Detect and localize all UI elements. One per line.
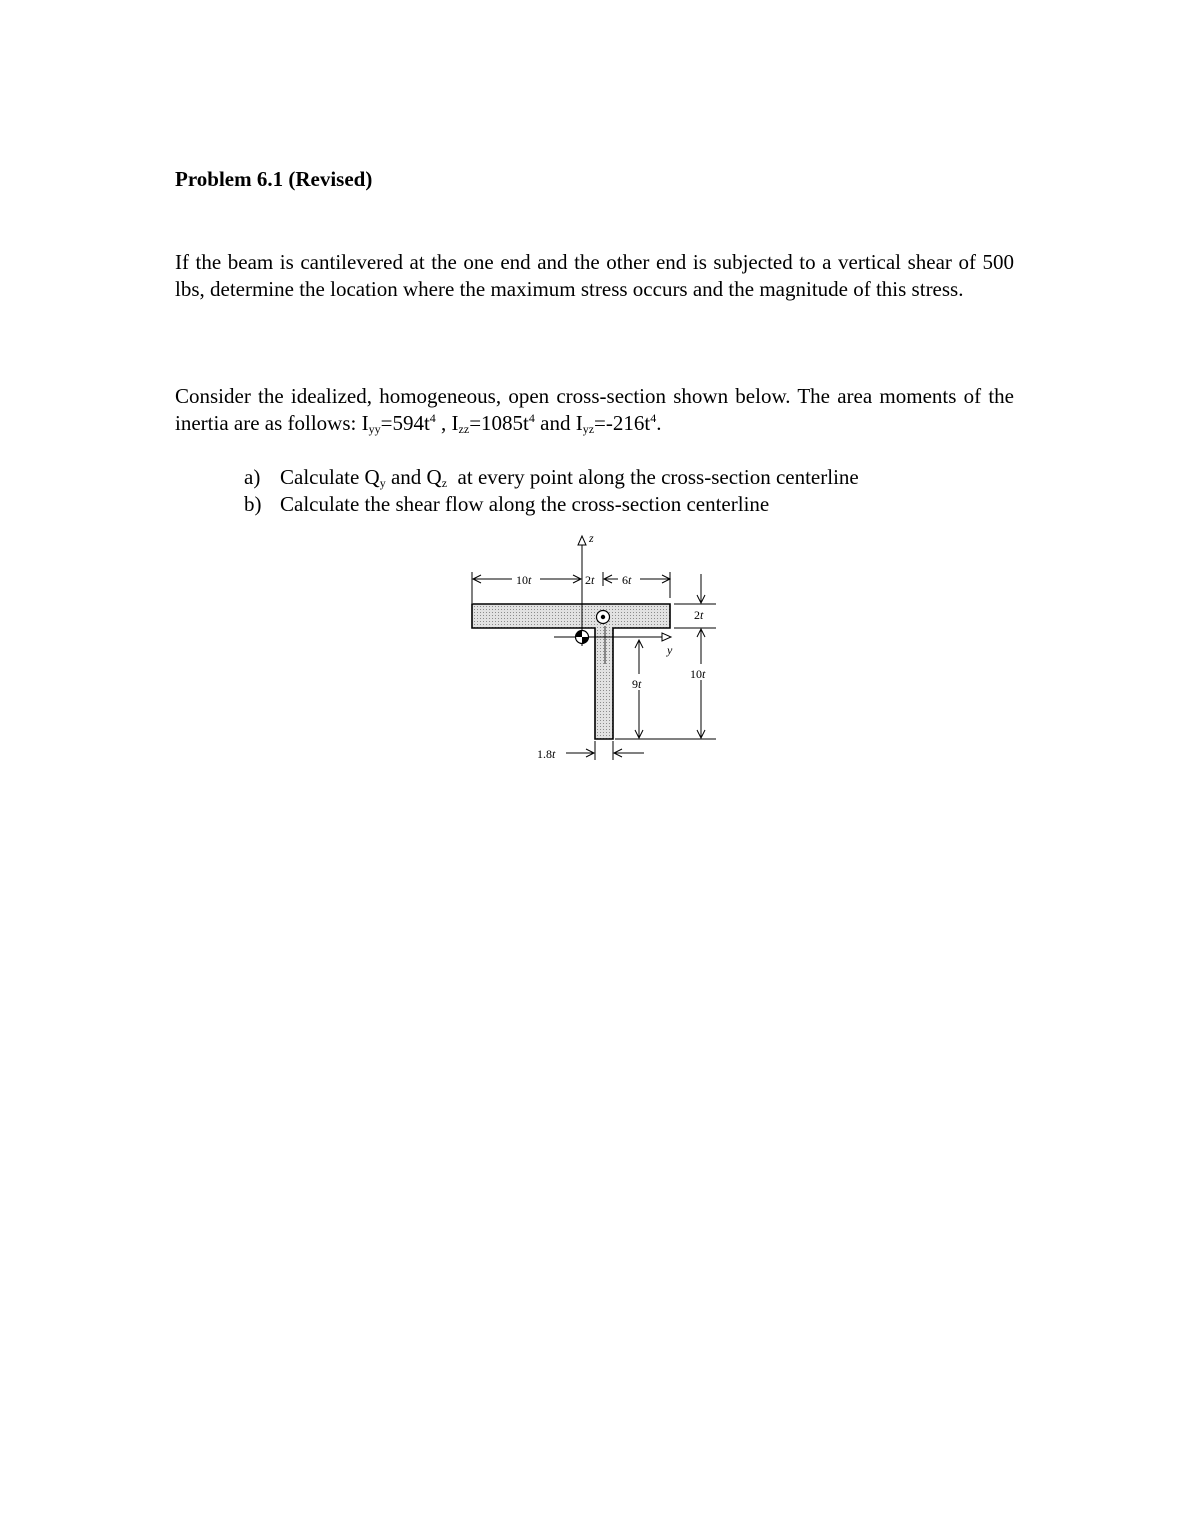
izz-subscript: zz [458,421,470,436]
iyy-subscript: yy [368,421,381,436]
iyy-value: =594t [380,410,430,435]
centroid-fill-quadrant-2 [582,637,589,644]
cross-section-figure [462,528,732,778]
qy-subscript: y [379,476,386,490]
problem-title: Problem 6.1 (Revised) [175,167,373,191]
qz-subscript: z [441,476,448,490]
z-axis-label: z [589,531,594,545]
z-axis-arrow [578,536,586,545]
izz-symbol: I [451,410,459,435]
section-description [175,383,1014,436]
iyz-symbol: I [575,410,583,435]
iyz-subscript: yz [582,421,595,436]
iyy-symbol: I [361,410,369,435]
y-axis-arrow [662,633,671,641]
list-marker: a) [244,465,261,489]
dim-6t-label: 6t [622,573,632,587]
list-item [244,464,859,491]
iyz-value: =-216t [594,410,651,435]
t-section-shape [472,604,670,739]
question-part: Calculate Q [280,465,380,489]
dim-2t-label: 2t [585,573,595,587]
question-part: and Q [385,465,442,489]
shear-center-dot [601,615,605,619]
iyy-exponent: 4 [429,410,436,425]
y-axis-label: y [667,643,673,657]
izz-value: =1085t [469,410,529,435]
section-text: Consider the idealized, homogeneous, open cross-section shown below. The area moments of the inertia are as follows: [175,384,1014,435]
sentence-end: . [656,410,662,435]
dim-10t-right-label: 10t [690,667,706,681]
list-item [244,491,859,518]
question-text [280,464,859,491]
izz-exponent: 4 [528,410,535,425]
list-marker: b) [244,492,262,516]
dim-1-8t-label: 1.8t [537,747,556,761]
problem-statement: If the beam is cantilevered at the one end and the other end is subjected to a vertical shear of 500 lbs, determine the location where the maximum stress occurs and the magnitude of this stress. [175,250,1014,301]
dim-2t-right-label: 2t [694,608,704,622]
dim-10t-label: 10t [516,573,532,587]
question-list [244,464,859,518]
question-text: Calculate the shear flow along the cross-section centerline [280,492,770,516]
separator: , [435,410,452,435]
cross-section-diagram [462,528,732,773]
dim-9t-label: 9t [632,677,642,691]
centroid-fill-quadrant-1 [576,631,583,638]
separator: and [534,410,576,435]
iyz-exponent: 4 [650,410,657,425]
question-part: at every point along the cross-section centerline [447,465,859,489]
